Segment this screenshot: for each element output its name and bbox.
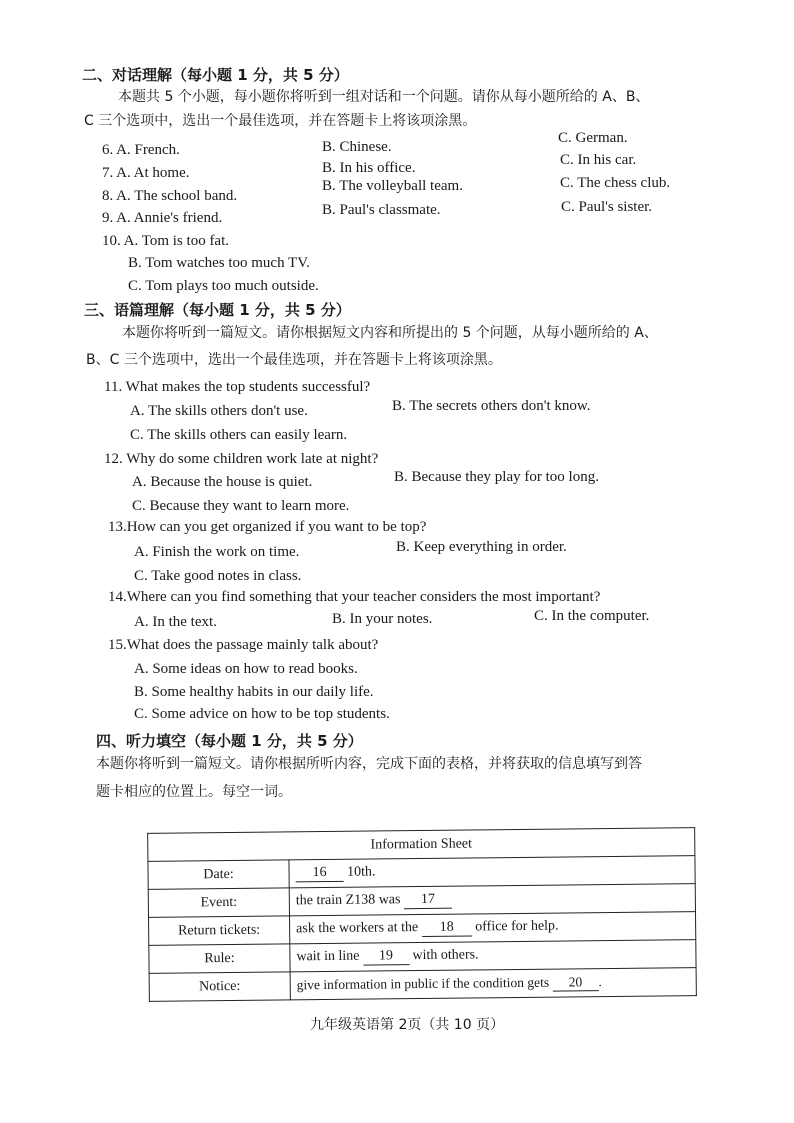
section2-instruction-line1: 本题共 5 个小题，每小题你将听到一组对话和一个问题。请你从每小题所给的 A、B、 (118, 89, 650, 105)
q15-option-c: C. Some advice on how to be top students. (134, 706, 390, 722)
row-content (290, 940, 696, 972)
q13-option-b: B. Keep everything in order. (396, 539, 567, 555)
q13-option-a: A. Finish the work on time. (134, 544, 300, 560)
row-text-post: office for help. (475, 918, 559, 935)
q12-option-b: B. Because they play for too long. (394, 469, 599, 485)
q9-option-b: B. Paul's classmate. (322, 202, 441, 218)
row-text-pre: ask the workers at the (296, 920, 419, 937)
row-text-pre: wait in line (296, 948, 360, 965)
row-text-post: 10th. (346, 864, 376, 880)
section4-instruction-line2: 题卡相应的位置上。每空一词。 (96, 784, 292, 800)
q6-option-b: B. Chinese. (322, 139, 392, 155)
q7-option-c: C. In his car. (560, 152, 637, 168)
q9-option-a: 9. A. Annie's friend. (102, 210, 223, 226)
answer-blank-16: 16 (295, 865, 343, 883)
answer-blank-20: 20 (552, 974, 598, 991)
q11-option-b: B. The secrets others don't know. (392, 398, 591, 414)
row-content (289, 856, 695, 888)
row-content (290, 968, 696, 1000)
answer-blank-18: 18 (422, 919, 472, 937)
q14-option-b: B. In your notes. (332, 611, 433, 627)
q9-option-c: C. Paul's sister. (561, 199, 653, 215)
section2-title: 二、对话理解（每小题 1 分，共 5 分） (82, 66, 349, 84)
section3-title: 三、语篇理解（每小题 1 分，共 5 分） (84, 301, 351, 319)
page-footer: 九年级英语第 2页（共 10 页） (310, 1017, 505, 1033)
q11-stem: 11. What makes the top students successful? (104, 379, 371, 395)
q10-option-a: 10. A. Tom is too fat. (102, 233, 230, 249)
q6-option-a: 6. A. French. (102, 142, 180, 158)
q8-option-c: C. The chess club. (560, 175, 671, 191)
q15-stem: 15.What does the passage mainly talk about? (108, 637, 379, 653)
row-label: Date: (148, 860, 289, 889)
answer-blank-19: 19 (363, 948, 409, 965)
row-content (290, 912, 696, 944)
section3-instruction-line1: 本题你将听到一篇短文。请你根据短文内容和所提出的 5 个问题，从每小题所给的 A、 (122, 325, 658, 341)
q7-option-b: B. In his office. (322, 160, 416, 176)
section4-title: 四、听力填空（每小题 1 分，共 5 分） (96, 732, 363, 750)
q14-stem: 14.Where can you find something that your teacher considers the most important? (108, 589, 601, 605)
row-label: Rule: (149, 944, 290, 973)
row-label: Notice: (149, 972, 290, 1001)
q8-option-b: B. The volleyball team. (322, 178, 463, 194)
q7-option-a: 7. A. At home. (102, 165, 190, 181)
q8-option-a: 8. A. The school band. (102, 188, 238, 204)
table-row-notice (149, 968, 696, 1002)
q6-option-c: C. German. (558, 130, 628, 146)
q13-option-c: C. Take good notes in class. (134, 568, 302, 584)
section2-instruction-line2: C 三个选项中，选出一个最佳选项，并在答题卡上将该项涂黑。 (84, 113, 477, 129)
row-content (289, 884, 695, 916)
q15-option-b: B. Some healthy habits in our daily life. (134, 684, 374, 700)
section4-instruction-line1: 本题你将听到一篇短文。请你根据所听内容，完成下面的表格，并将获取的信息填写到答 (96, 756, 642, 772)
section3-instruction-line2: B、C 三个选项中，选出一个最佳选项，并在答题卡上将该项涂黑。 (86, 352, 502, 368)
q10-option-b: B. Tom watches too much TV. (128, 255, 310, 271)
table-heading: Information Sheet (148, 828, 695, 862)
q15-option-a: A. Some ideas on how to read books. (134, 661, 358, 677)
answer-blank-17: 17 (404, 892, 452, 910)
row-text-pre: the train Z138 was (295, 892, 401, 909)
q12-stem: 12. Why do some children work late at night? (104, 451, 379, 467)
q11-option-a: A. The skills others don't use. (130, 403, 308, 419)
row-text-post: . (598, 974, 602, 990)
q12-option-c: C. Because they want to learn more. (132, 498, 350, 514)
q14-option-c: C. In the computer. (534, 608, 650, 624)
row-label: Event: (148, 888, 289, 917)
q10-option-c: C. Tom plays too much outside. (128, 278, 319, 294)
q13-stem: 13.How can you get organized if you want to be top? (108, 519, 427, 535)
q11-option-c: C. The skills others can easily learn. (130, 427, 348, 443)
row-label: Return tickets: (149, 916, 290, 945)
information-sheet-table (147, 827, 697, 1002)
q12-option-a: A. Because the house is quiet. (132, 474, 313, 490)
q14-option-a: A. In the text. (134, 614, 217, 630)
row-text-post: with others. (412, 947, 479, 964)
row-text-pre: give information in public if the condition gets (296, 974, 550, 993)
